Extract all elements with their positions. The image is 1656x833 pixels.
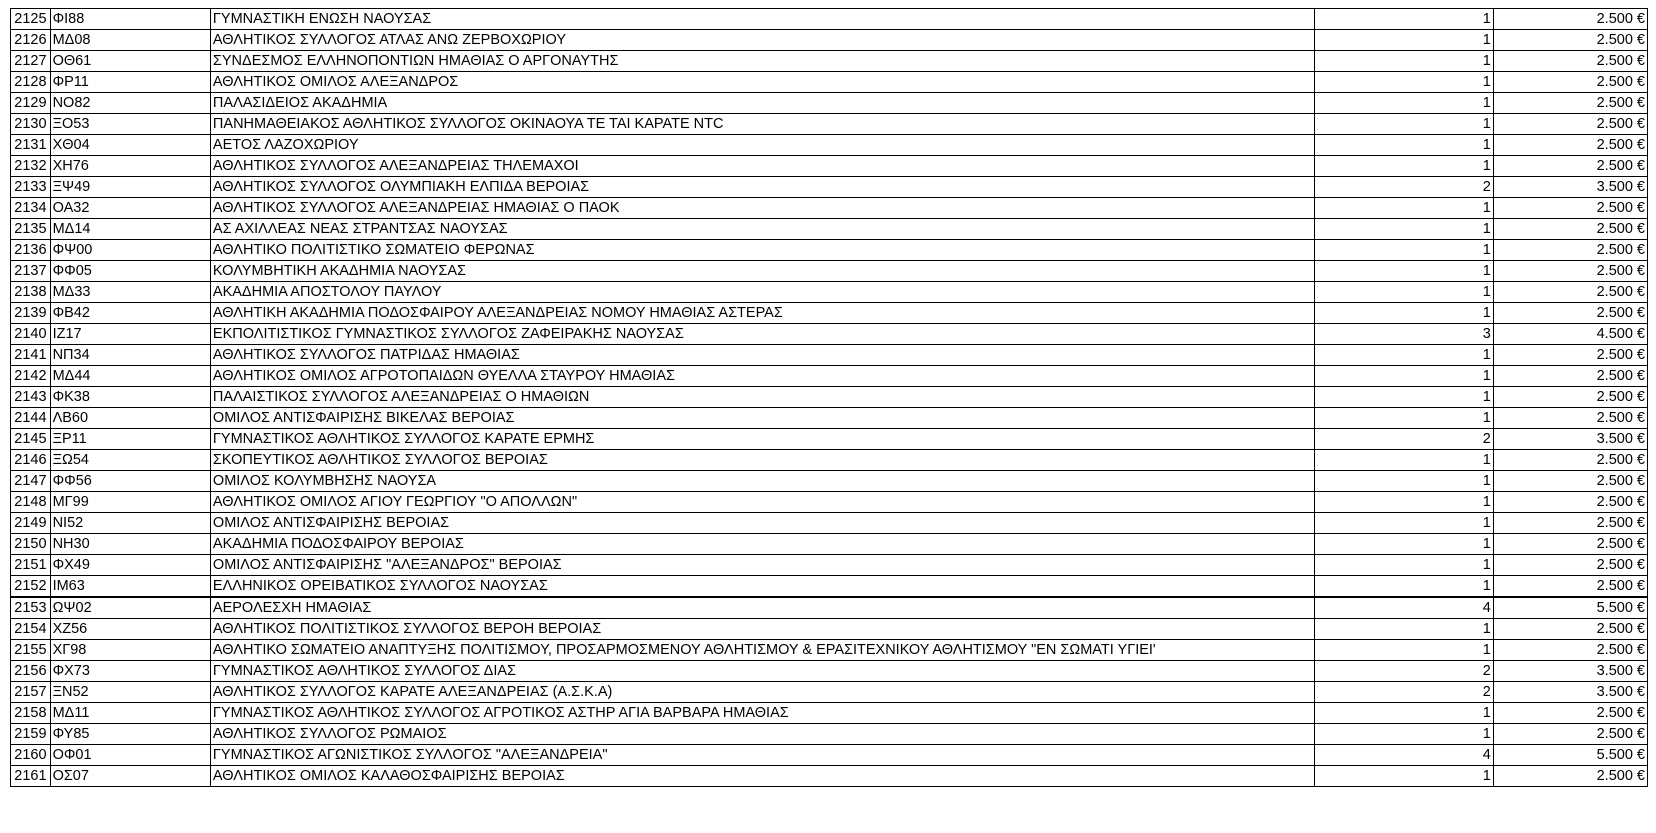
code-cell[interactable]: ΞΝ52 [50,682,210,703]
table-row[interactable] [11,555,1648,576]
organization-name-cell[interactable]: ΚΟΛΥΜΒΗΤΙΚΗ ΑΚΑΔΗΜΙΑ ΝΑΟΥΣΑΣ [210,261,1314,282]
code-cell[interactable]: ΝΟ82 [50,93,210,114]
amount-cell[interactable]: 2.500 € [1493,555,1647,576]
row-id-cell[interactable]: 2160 [11,745,51,766]
row-id-cell[interactable]: 2130 [11,114,51,135]
organization-name-cell[interactable]: ΠΑΛΑΙΣΤΙΚΟΣ ΣΥΛΛΟΓΟΣ ΑΛΕΞΑΝΔΡΕΙΑΣ Ο ΗΜΑΘΙΩΝ [210,387,1314,408]
row-id-cell[interactable]: 2144 [11,408,51,429]
amount-cell[interactable]: 2.500 € [1493,534,1647,555]
organization-name-cell[interactable]: ΑΕΡΟΛΕΣΧΗ ΗΜΑΘΙΑΣ [210,597,1314,619]
table-row[interactable] [11,682,1648,703]
row-id-cell[interactable]: 2133 [11,177,51,198]
amount-cell[interactable]: 2.500 € [1493,471,1647,492]
row-id-cell[interactable]: 2131 [11,135,51,156]
organization-name-cell[interactable]: ΓΥΜΝΑΣΤΙΚΟΣ ΑΓΩΝΙΣΤΙΚΟΣ ΣΥΛΛΟΓΟΣ "ΑΛΕΞΑΝΔΡΕΙΑ" [210,745,1314,766]
amount-cell[interactable]: 2.500 € [1493,156,1647,177]
organization-name-cell[interactable]: ΟΜΙΛΟΣ ΑΝΤΙΣΦΑΙΡΙΣΗΣ ΒΙΚΕΛΑΣ ΒΕΡΟΙΑΣ [210,408,1314,429]
amount-cell[interactable]: 2.500 € [1493,366,1647,387]
table-row[interactable] [11,177,1648,198]
count-cell[interactable]: 1 [1314,492,1493,513]
count-cell[interactable]: 1 [1314,345,1493,366]
table-row[interactable] [11,30,1648,51]
table-row[interactable] [11,366,1648,387]
organization-name-cell[interactable]: ΑΚΑΔΗΜΙΑ ΠΟΔΟΣΦΑΙΡΟΥ ΒΕΡΟΙΑΣ [210,534,1314,555]
table-row[interactable] [11,513,1648,534]
row-id-cell[interactable]: 2126 [11,30,51,51]
count-cell[interactable]: 4 [1314,597,1493,619]
table-row[interactable] [11,72,1648,93]
count-cell[interactable]: 1 [1314,114,1493,135]
amount-cell[interactable]: 2.500 € [1493,345,1647,366]
code-cell[interactable]: ΦΧ73 [50,661,210,682]
amount-cell[interactable]: 5.500 € [1493,745,1647,766]
organization-name-cell[interactable]: ΑΘΛΗΤΙΚΟΣ ΣΥΛΛΟΓΟΣ ΑΛΕΞΑΝΔΡΕΙΑΣ ΤΗΛΕΜΑΧΟΙ [210,156,1314,177]
amount-cell[interactable]: 2.500 € [1493,282,1647,303]
organization-name-cell[interactable]: ΣΚΟΠΕΥΤΙΚΟΣ ΑΘΛΗΤΙΚΟΣ ΣΥΛΛΟΓΟΣ ΒΕΡΟΙΑΣ [210,450,1314,471]
amount-cell[interactable]: 2.500 € [1493,576,1647,598]
row-id-cell[interactable]: 2150 [11,534,51,555]
organization-name-cell[interactable]: ΑΚΑΔΗΜΙΑ ΑΠΟΣΤΟΛΟΥ ΠΑΥΛΟΥ [210,282,1314,303]
code-cell[interactable]: ΦΧ49 [50,555,210,576]
table-body [11,9,1648,787]
organization-name-cell[interactable]: ΑΘΛΗΤΙΚΟ ΣΩΜΑΤΕΙΟ ΑΝΑΠΤΥΞΗΣ ΠΟΛΙΤΙΣΜΟΥ, ΠΡΟΣΑΡΜΟΣΜΕΝΟΥ ΑΘΛΗΤΙΣΜΟΥ & ΕΡΑΣΙΤΕΧΝΙΚΟΥ ΑΘΛΗΤΙΣΜΟΥ "ΕΝ ΣΩΜΑΤΙ ΥΓΙΕΙ' [210,640,1314,661]
code-cell[interactable]: ΦΨ00 [50,240,210,261]
amount-cell[interactable]: 2.500 € [1493,135,1647,156]
amount-cell[interactable]: 2.500 € [1493,261,1647,282]
organization-name-cell[interactable]: ΕΛΛΗΝΙΚΟΣ ΟΡΕΙΒΑΤΙΚΟΣ ΣΥΛΛΟΓΟΣ ΝΑΟΥΣΑΣ [210,576,1314,598]
table-row[interactable] [11,324,1648,345]
amount-cell[interactable]: 2.500 € [1493,513,1647,534]
amount-cell[interactable]: 3.500 € [1493,682,1647,703]
table-row[interactable] [11,576,1648,598]
amount-cell[interactable]: 2.500 € [1493,72,1647,93]
code-cell[interactable]: ΧΘ04 [50,135,210,156]
row-id-cell[interactable]: 2157 [11,682,51,703]
table-row[interactable] [11,766,1648,787]
row-id-cell[interactable]: 2153 [11,597,51,619]
count-cell[interactable]: 1 [1314,619,1493,640]
code-cell[interactable]: ΟΑ32 [50,198,210,219]
organization-name-cell[interactable]: ΓΥΜΝΑΣΤΙΚΗ ΕΝΩΣΗ ΝΑΟΥΣΑΣ [210,9,1314,30]
table-row[interactable] [11,703,1648,724]
organization-name-cell[interactable]: ΟΜΙΛΟΣ ΑΝΤΙΣΦΑΙΡΙΣΗΣ "ΑΛΕΞΑΝΔΡΟΣ" ΒΕΡΟΙΑΣ [210,555,1314,576]
count-cell[interactable]: 1 [1314,282,1493,303]
organization-name-cell[interactable]: ΑΘΛΗΤΙΚΟΣ ΟΜΙΛΟΣ ΑΛΕΞΑΝΔΡΟΣ [210,72,1314,93]
amount-cell[interactable]: 2.500 € [1493,703,1647,724]
count-cell[interactable]: 1 [1314,93,1493,114]
organization-name-cell[interactable]: ΑΘΛΗΤΙΚΟΣ ΣΥΛΛΟΓΟΣ ΑΤΛΑΣ ΑΝΩ ΖΕΡΒΟΧΩΡΙΟΥ [210,30,1314,51]
row-id-cell[interactable]: 2134 [11,198,51,219]
amount-cell[interactable]: 2.500 € [1493,51,1647,72]
row-id-cell[interactable]: 2141 [11,345,51,366]
count-cell[interactable]: 1 [1314,555,1493,576]
table-row[interactable] [11,240,1648,261]
count-cell[interactable]: 1 [1314,240,1493,261]
table-row[interactable] [11,282,1648,303]
amount-cell[interactable]: 2.500 € [1493,93,1647,114]
code-cell[interactable]: ΞΩ54 [50,450,210,471]
table-row[interactable] [11,198,1648,219]
code-cell[interactable]: ΦΡ11 [50,72,210,93]
count-cell[interactable]: 1 [1314,303,1493,324]
amount-cell[interactable]: 2.500 € [1493,9,1647,30]
organization-name-cell[interactable]: ΑΘΛΗΤΙΚΟΣ ΣΥΛΛΟΓΟΣ ΑΛΕΞΑΝΔΡΕΙΑΣ ΗΜΑΘΙΑΣ Ο ΠΑΟΚ [210,198,1314,219]
row-id-cell[interactable]: 2149 [11,513,51,534]
table-row[interactable] [11,261,1648,282]
amount-cell[interactable]: 2.500 € [1493,198,1647,219]
amount-cell[interactable]: 2.500 € [1493,408,1647,429]
row-id-cell[interactable]: 2145 [11,429,51,450]
amount-cell[interactable]: 2.500 € [1493,114,1647,135]
organization-name-cell[interactable]: ΕΚΠΟΛΙΤΙΣΤΙΚΟΣ ΓΥΜΝΑΣΤΙΚΟΣ ΣΥΛΛΟΓΟΣ ΖΑΦΕΙΡΑΚΗΣ ΝΑΟΥΣΑΣ [210,324,1314,345]
code-cell[interactable]: ΟΘ61 [50,51,210,72]
table-row[interactable] [11,471,1648,492]
code-cell[interactable]: ΝΙ52 [50,513,210,534]
count-cell[interactable]: 1 [1314,576,1493,598]
count-cell[interactable]: 1 [1314,766,1493,787]
organization-name-cell[interactable]: ΑΘΛΗΤΙΚΟ ΠΟΛΙΤΙΣΤΙΚΟ ΣΩΜΑΤΕΙΟ ΦΕΡΩΝΑΣ [210,240,1314,261]
amount-cell[interactable]: 2.500 € [1493,219,1647,240]
organization-name-cell[interactable]: ΑΘΛΗΤΙΚΟΣ ΣΥΛΛΟΓΟΣ ΟΛΥΜΠΙΑΚΗ ΕΛΠΙΔΑ ΒΕΡΟΙΑΣ [210,177,1314,198]
code-cell[interactable]: ΙΖ17 [50,324,210,345]
organization-name-cell[interactable]: ΑΘΛΗΤΙΚΟΣ ΟΜΙΛΟΣ ΚΑΛΑΘΟΣΦΑΙΡΙΣΗΣ ΒΕΡΟΙΑΣ [210,766,1314,787]
organization-name-cell[interactable]: ΠΑΛΑΣΙΔΕΙΟΣ ΑΚΑΔΗΜΙΑ [210,93,1314,114]
code-cell[interactable]: ΦΥ85 [50,724,210,745]
table-row[interactable] [11,219,1648,240]
organization-name-cell[interactable]: ΑΘΛΗΤΙΚΟΣ ΠΟΛΙΤΙΣΤΙΚΟΣ ΣΥΛΛΟΓΟΣ ΒΕΡΟΗ ΒΕΡΟΙΑΣ [210,619,1314,640]
count-cell[interactable]: 1 [1314,724,1493,745]
table-row[interactable] [11,93,1648,114]
table-row[interactable] [11,619,1648,640]
count-cell[interactable]: 1 [1314,640,1493,661]
amount-cell[interactable]: 2.500 € [1493,303,1647,324]
table-row[interactable] [11,135,1648,156]
organization-name-cell[interactable]: ΓΥΜΝΑΣΤΙΚΟΣ ΑΘΛΗΤΙΚΟΣ ΣΥΛΛΟΓΟΣ ΚΑΡΑΤΕ ΕΡΜΗΣ [210,429,1314,450]
count-cell[interactable]: 2 [1314,661,1493,682]
code-cell[interactable]: ΟΣ07 [50,766,210,787]
row-id-cell[interactable]: 2152 [11,576,51,598]
amount-cell[interactable]: 2.500 € [1493,450,1647,471]
organization-name-cell[interactable]: ΓΥΜΝΑΣΤΙΚΟΣ ΑΘΛΗΤΙΚΟΣ ΣΥΛΛΟΓΟΣ ΔΙΑΣ [210,661,1314,682]
organization-name-cell[interactable]: ΑΕΤΟΣ ΛΑΖΟΧΩΡΙΟΥ [210,135,1314,156]
row-id-cell[interactable]: 2128 [11,72,51,93]
code-cell[interactable]: ΩΨ02 [50,597,210,619]
amount-cell[interactable]: 2.500 € [1493,492,1647,513]
code-cell[interactable]: ΝΠ34 [50,345,210,366]
row-id-cell[interactable]: 2143 [11,387,51,408]
table-row[interactable] [11,534,1648,555]
row-id-cell[interactable]: 2158 [11,703,51,724]
code-cell[interactable]: ΛΒ60 [50,408,210,429]
count-cell[interactable]: 1 [1314,198,1493,219]
count-cell[interactable]: 1 [1314,471,1493,492]
organization-name-cell[interactable]: ΑΘΛΗΤΙΚΟΣ ΟΜΙΛΟΣ ΑΓΡΟΤΟΠΑΙΔΩΝ ΘΥΕΛΛΑ ΣΤΑΥΡΟΥ ΗΜΑΘΙΑΣ [210,366,1314,387]
count-cell[interactable]: 2 [1314,682,1493,703]
code-cell[interactable]: ΧΗ76 [50,156,210,177]
organization-name-cell[interactable]: ΓΥΜΝΑΣΤΙΚΟΣ ΑΘΛΗΤΙΚΟΣ ΣΥΛΛΟΓΟΣ ΑΓΡΟΤΙΚΟΣ ΑΣΤΗΡ ΑΓΙΑ ΒΑΡΒΑΡΑ ΗΜΑΘΙΑΣ [210,703,1314,724]
row-id-cell[interactable]: 2148 [11,492,51,513]
amount-cell[interactable]: 4.500 € [1493,324,1647,345]
row-id-cell[interactable]: 2132 [11,156,51,177]
code-cell[interactable]: ΧΖ56 [50,619,210,640]
amount-cell[interactable]: 3.500 € [1493,661,1647,682]
code-cell[interactable]: ΧΓ98 [50,640,210,661]
count-cell[interactable]: 1 [1314,534,1493,555]
table-row[interactable] [11,9,1648,30]
table-row[interactable] [11,51,1648,72]
organization-name-cell[interactable]: ΟΜΙΛΟΣ ΚΟΛΥΜΒΗΣΗΣ ΝΑΟΥΣΑ [210,471,1314,492]
count-cell[interactable]: 3 [1314,324,1493,345]
amount-cell[interactable]: 2.500 € [1493,619,1647,640]
count-cell[interactable]: 1 [1314,9,1493,30]
count-cell[interactable]: 1 [1314,219,1493,240]
count-cell[interactable]: 1 [1314,387,1493,408]
code-cell[interactable]: ΦΙ88 [50,9,210,30]
row-id-cell[interactable]: 2151 [11,555,51,576]
organization-name-cell[interactable]: ΑΘΛΗΤΙΚΗ ΑΚΑΔΗΜΙΑ ΠΟΔΟΣΦΑΙΡΟΥ ΑΛΕΞΑΝΔΡΕΙΑΣ ΝΟΜΟΥ ΗΜΑΘΙΑΣ ΑΣΤΕΡΑΣ [210,303,1314,324]
organization-name-cell[interactable]: ΠΑΝΗΜΑΘΕΙΑΚΟΣ ΑΘΛΗΤΙΚΟΣ ΣΥΛΛΟΓΟΣ ΟΚΙΝΑΟΥΑ ΤΕ ΤΑΙ ΚΑΡΑΤΕ NTC [210,114,1314,135]
row-id-cell[interactable]: 2135 [11,219,51,240]
table-row[interactable] [11,156,1648,177]
count-cell[interactable]: 4 [1314,745,1493,766]
code-cell[interactable]: ΦΒ42 [50,303,210,324]
organization-name-cell[interactable]: ΑΣ ΑΧΙΛΛΕΑΣ ΝΕΑΣ ΣΤΡΑΝΤΣΑΣ ΝΑΟΥΣΑΣ [210,219,1314,240]
count-cell[interactable]: 1 [1314,703,1493,724]
organization-name-cell[interactable]: ΑΘΛΗΤΙΚΟΣ ΣΥΛΛΟΓΟΣ ΡΩΜΑΙΟΣ [210,724,1314,745]
code-cell[interactable]: ΜΔ11 [50,703,210,724]
spreadsheet-table [10,8,1648,787]
row-id-cell[interactable]: 2138 [11,282,51,303]
table-row[interactable] [11,114,1648,135]
table-row[interactable] [11,492,1648,513]
count-cell[interactable]: 1 [1314,72,1493,93]
row-id-cell[interactable]: 2125 [11,9,51,30]
count-cell[interactable]: 2 [1314,177,1493,198]
count-cell[interactable]: 1 [1314,261,1493,282]
row-id-cell[interactable]: 2156 [11,661,51,682]
row-id-cell[interactable]: 2147 [11,471,51,492]
count-cell[interactable]: 1 [1314,51,1493,72]
amount-cell[interactable]: 3.500 € [1493,429,1647,450]
row-id-cell[interactable]: 2136 [11,240,51,261]
code-cell[interactable]: ΦΚ38 [50,387,210,408]
table-row[interactable] [11,303,1648,324]
amount-cell[interactable]: 2.500 € [1493,766,1647,787]
row-id-cell[interactable]: 2127 [11,51,51,72]
row-id-cell[interactable]: 2137 [11,261,51,282]
table-row[interactable] [11,745,1648,766]
count-cell[interactable]: 2 [1314,429,1493,450]
amount-cell[interactable]: 5.500 € [1493,597,1647,619]
count-cell[interactable]: 1 [1314,513,1493,534]
table-row[interactable] [11,597,1648,619]
table-row[interactable] [11,640,1648,661]
organization-name-cell[interactable]: ΟΜΙΛΟΣ ΑΝΤΙΣΦΑΙΡΙΣΗΣ ΒΕΡΟΙΑΣ [210,513,1314,534]
code-cell[interactable]: ΜΔ08 [50,30,210,51]
code-cell[interactable]: ΜΔ14 [50,219,210,240]
row-id-cell[interactable]: 2159 [11,724,51,745]
code-cell[interactable]: ΞΡ11 [50,429,210,450]
amount-cell[interactable]: 3.500 € [1493,177,1647,198]
organization-name-cell[interactable]: ΑΘΛΗΤΙΚΟΣ ΟΜΙΛΟΣ ΑΓΙΟΥ ΓΕΩΡΓΙΟΥ "Ο ΑΠΟΛΛΩΝ" [210,492,1314,513]
count-cell[interactable]: 1 [1314,366,1493,387]
table-row[interactable] [11,408,1648,429]
code-cell[interactable]: ΝΗ30 [50,534,210,555]
code-cell[interactable]: ΞΟ53 [50,114,210,135]
amount-cell[interactable]: 2.500 € [1493,640,1647,661]
organization-name-cell[interactable]: ΑΘΛΗΤΙΚΟΣ ΣΥΛΛΟΓΟΣ ΠΑΤΡΙΔΑΣ ΗΜΑΘΙΑΣ [210,345,1314,366]
count-cell[interactable]: 1 [1314,450,1493,471]
row-id-cell[interactable]: 2129 [11,93,51,114]
row-id-cell[interactable]: 2146 [11,450,51,471]
code-cell[interactable]: ΙΜ63 [50,576,210,598]
table-row[interactable] [11,661,1648,682]
row-id-cell[interactable]: 2155 [11,640,51,661]
amount-cell[interactable]: 2.500 € [1493,30,1647,51]
count-cell[interactable]: 1 [1314,156,1493,177]
row-id-cell[interactable]: 2142 [11,366,51,387]
table-row[interactable] [11,387,1648,408]
count-cell[interactable]: 1 [1314,30,1493,51]
code-cell[interactable]: ΜΓ99 [50,492,210,513]
code-cell[interactable]: ΞΨ49 [50,177,210,198]
amount-cell[interactable]: 2.500 € [1493,387,1647,408]
row-id-cell[interactable]: 2154 [11,619,51,640]
amount-cell[interactable]: 2.500 € [1493,240,1647,261]
organization-name-cell[interactable]: ΑΘΛΗΤΙΚΟΣ ΣΥΛΛΟΓΟΣ ΚΑΡΑΤΕ ΑΛΕΞΑΝΔΡΕΙΑΣ (Α.Σ.Κ.Α) [210,682,1314,703]
code-cell[interactable]: ΦΦ05 [50,261,210,282]
table-row[interactable] [11,450,1648,471]
code-cell[interactable]: ΜΔ44 [50,366,210,387]
amount-cell[interactable]: 2.500 € [1493,724,1647,745]
table-row[interactable] [11,724,1648,745]
count-cell[interactable]: 1 [1314,408,1493,429]
row-id-cell[interactable]: 2139 [11,303,51,324]
table-row[interactable] [11,345,1648,366]
code-cell[interactable]: ΦΦ56 [50,471,210,492]
table-row[interactable] [11,429,1648,450]
row-id-cell[interactable]: 2140 [11,324,51,345]
code-cell[interactable]: ΟΦ01 [50,745,210,766]
code-cell[interactable]: ΜΔ33 [50,282,210,303]
organization-name-cell[interactable]: ΣΥΝΔΕΣΜΟΣ ΕΛΛΗΝΟΠΟΝΤΙΩΝ ΗΜΑΘΙΑΣ Ο ΑΡΓΟΝΑΥΤΗΣ [210,51,1314,72]
count-cell[interactable]: 1 [1314,135,1493,156]
row-id-cell[interactable]: 2161 [11,766,51,787]
